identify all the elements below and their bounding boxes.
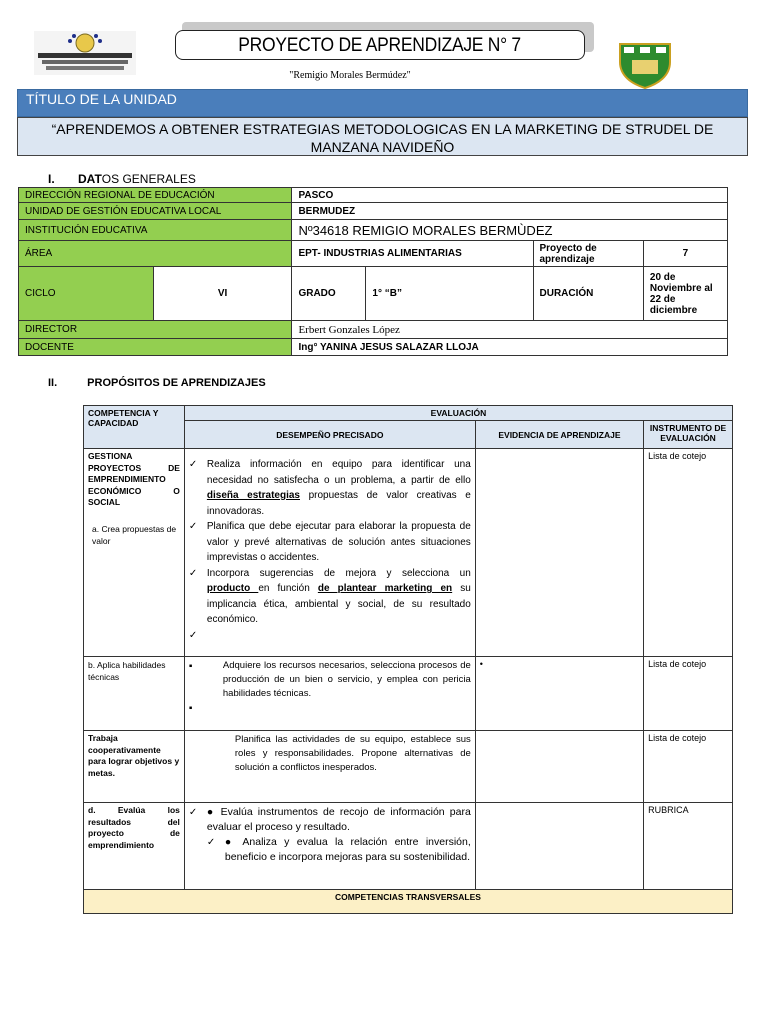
docente-value: Ing° YANINA JESUS SALAZAR LLOJA: [292, 339, 728, 356]
capacidad-d: d. Evalúa los resultados del proyecto de emprendimiento: [84, 803, 185, 890]
director-value: Erbert Gonzales López: [292, 321, 728, 339]
evidencia-cell: [475, 803, 643, 890]
school-logo-left: [34, 31, 136, 75]
evidencia-cell: [475, 657, 643, 731]
instrumento-cell: RUBRICA: [644, 803, 733, 890]
instrumento-cell: Lista de cotejo: [644, 449, 733, 657]
general-data-table: [18, 187, 728, 356]
header-competencia: COMPETENCIA Y CAPACIDAD: [84, 406, 185, 449]
table-row: [84, 657, 733, 731]
check-icon: ✓: [206, 837, 216, 848]
duracion-label: DURACIÓN: [533, 267, 643, 321]
duracion-value: 20 de Noviembre al 22 de diciembre: [643, 267, 727, 321]
check-icon: ✓: [188, 629, 198, 641]
ie-value: Nº34618 REMIGIO MORALES BERMÙDEZ: [292, 220, 728, 241]
instrumento-cell: Lista de cotejo: [644, 731, 733, 803]
school-subtitle: "Remigio Morales Bermúdez": [289, 70, 411, 81]
check-icon: ✓: [188, 807, 198, 818]
check-icon: ✓: [188, 459, 198, 470]
instrumento-cell: Lista de cotejo: [644, 657, 733, 731]
dre-label: DIRECCIÓN REGIONAL DE EDUCACIÓN: [19, 188, 292, 203]
desempeno-cell: Planifica las actividades de su equipo, establece sus roles y responsabilidades. Propone alternativas de solución a conflictos inesperados.: [184, 731, 475, 803]
table-row: [84, 731, 733, 803]
purposes-table: [83, 405, 733, 914]
ciclo-value: VI: [153, 267, 292, 321]
evidencia-cell: [475, 449, 643, 657]
bullet-icon: ▪: [188, 661, 193, 672]
capacidad-b: b. Aplica habilidades técnicas: [84, 657, 185, 731]
competencia-cell: [84, 449, 185, 657]
header-evaluacion: EVALUACIÓN: [184, 406, 732, 421]
header-evidencia: EVIDENCIA DE APRENDIZAJE: [475, 421, 643, 449]
ugel-value: BERMUDEZ: [292, 203, 728, 220]
proyecto-label: Proyecto de aprendizaje: [533, 241, 643, 267]
desempeno-cell: ▪ Adquiere los recursos necesarios, selecciona procesos de producción de un bien o servicio, y emplea con pericia habilidades técnicas. ▪: [184, 657, 475, 731]
capacidad-a: a. Crea propuestas de valor: [92, 523, 177, 546]
table-row: [84, 449, 733, 657]
desempeno-cell: ✓ ● Evalúa instrumentos de recojo de información para evaluar el proceso y resultado. ✓ ● Analiza y evalua la relación entre inversión, beneficio e incorpora mejoras para su sostenibilidad.: [184, 803, 475, 890]
bullet-icon: ▪: [188, 703, 193, 714]
evidencia-cell: [475, 731, 643, 803]
table-row: [84, 803, 733, 890]
header-instrumento: INSTRUMENTO DE EVALUACIÓN: [644, 421, 733, 449]
check-icon: ✓: [188, 567, 198, 579]
section-1-heading: I. DATOS GENERALES: [48, 172, 196, 186]
bullet-icon: •: [479, 659, 483, 669]
section-2-heading: II. PROPÓSITOS DE APRENDIZAJES: [48, 377, 266, 389]
ciclo-label: CICLO: [19, 267, 154, 321]
page-title: PROYECTO DE APRENDIZAJE N° 7: [175, 30, 585, 60]
grado-value: 1° “B”: [366, 267, 533, 321]
area-value: EPT- INDUSTRIAS ALIMENTARIAS: [292, 241, 533, 267]
unit-title: “APRENDEMOS A OBTENER ESTRATEGIAS METODOLOGICAS EN LA MARKETING DE STRUDEL DE MANZANA NAVIDEÑO: [17, 117, 748, 156]
competencias-transversales: COMPETENCIAS TRANSVERSALES: [84, 890, 733, 914]
header-desempeno: DESEMPEÑO PRECISADO: [184, 421, 475, 449]
ie-label: INSTITUCIÓN EDUCATIVA: [19, 220, 292, 241]
docente-label: DOCENTE: [19, 339, 292, 356]
dre-value: PASCO: [292, 188, 728, 203]
unit-heading: TÍTULO DE LA UNIDAD: [17, 89, 748, 117]
ugel-label: UNIDAD DE GESTIÓN EDUCATIVA LOCAL: [19, 203, 292, 220]
check-icon: ✓: [188, 521, 198, 532]
desempeno-cell: ✓ Realiza información en equipo para identificar una necesidad no satisfecha o un problema, a partir de ello diseña estrategias propuestas de valor creativas e innovadoras. ✓ Planifica que debe ejecutar para elaborar la propuesta de valor y prevé alternativas de solución antes situaciones imprevistas o accidentes. ✓ Incorpora sugerencias de mejora y selecciona un producto en función de plantear marketing en su implicancia ética, ambiental y social, de su resultado económico. ✓: [184, 449, 475, 657]
school-crest-right: [614, 40, 676, 90]
capacidad-c: Trabaja cooperativamente para lograr objetivos y metas.: [84, 731, 185, 803]
competencia-text: GESTIONA PROYECTOS DE EMPRENDIMIENTO ECONÓMICO O SOCIAL: [88, 451, 180, 507]
proyecto-value: 7: [643, 241, 727, 267]
area-label: ÁREA: [19, 241, 292, 267]
grado-label: GRADO: [292, 267, 366, 321]
director-label: DIRECTOR: [19, 321, 292, 339]
